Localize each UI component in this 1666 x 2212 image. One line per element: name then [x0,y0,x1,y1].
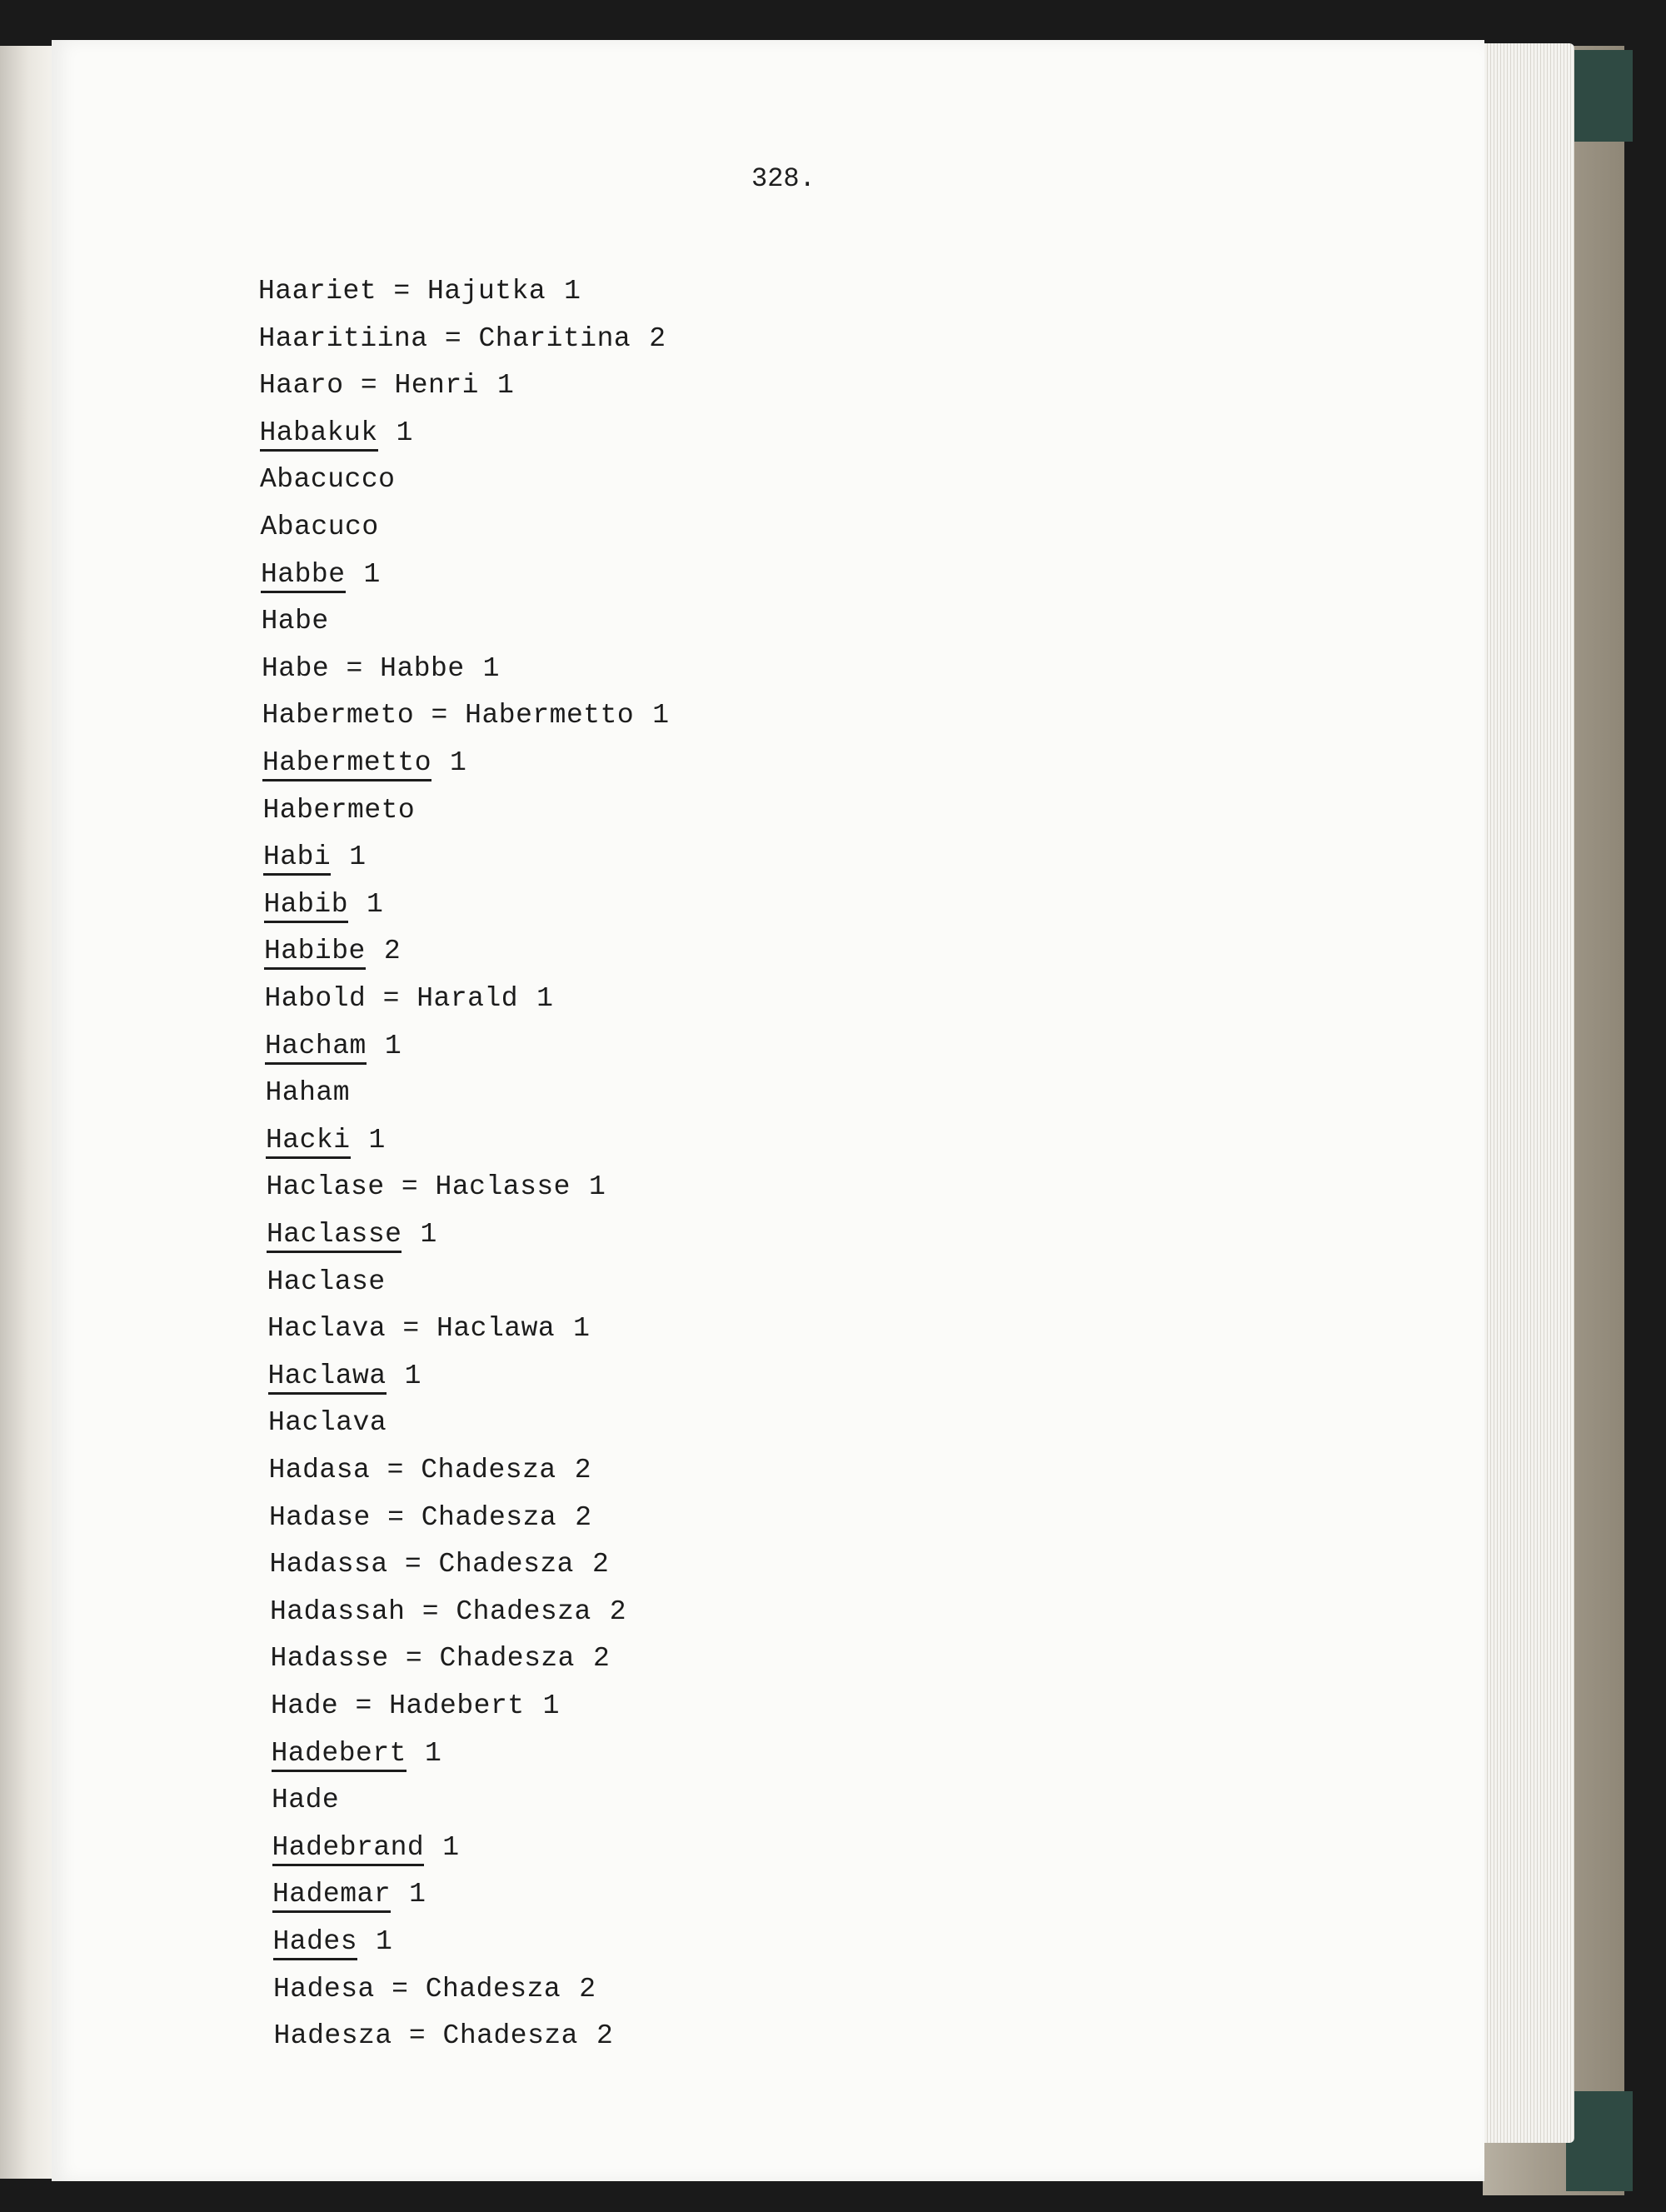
index-entry [263,794,416,827]
index-entry [267,1171,606,1204]
entry-name: Abacuco [260,512,379,542]
entry-name: Hade [271,1690,339,1721]
index-entry [259,322,666,356]
index-entry [261,558,381,593]
entry-name: Haclava [267,1313,387,1345]
entry-name: Hadasse [270,1643,389,1675]
index-entry [266,1076,351,1110]
entry-headword: Hades [273,1926,358,1960]
equals-sign: = [384,1171,436,1203]
equals-sign: = [374,1973,426,2005]
entry-name: Habold [264,983,367,1014]
entry-name: Haclava [268,1407,387,1439]
entry-name: Hade [272,1785,340,1816]
page [52,40,1484,2181]
equals-sign: = [392,2020,443,2052]
entry-count: 2 [574,1455,591,1485]
index-entry [259,369,514,402]
index-entry [265,982,554,1016]
entry-count: 1 [420,1219,437,1250]
index-entry [267,1312,590,1346]
entry-headword: Hadebert [272,1738,407,1772]
entry-count: 1 [652,700,670,732]
entry-equivalent: Habermetto [465,700,635,732]
index-entry [266,1124,386,1159]
index-entry [271,1642,611,1675]
entry-headword: Haclawa [268,1361,387,1395]
entry-headword: Hademar [272,1879,391,1913]
equals-sign: = [343,370,395,402]
entry-count: 1 [442,1831,460,1863]
entry-name: Haclase [266,1171,385,1203]
index-entry [270,1595,626,1629]
entry-equivalent: Hajutka [427,276,546,307]
index-entry [271,1690,560,1723]
entry-count: 2 [592,1643,611,1675]
entry-count: 2 [596,2020,614,2052]
entry-count: 1 [564,276,581,307]
index-entry [267,1218,437,1253]
index-entry [269,1501,592,1535]
entry-count: 2 [383,936,402,967]
equals-sign: = [370,1455,421,1485]
entry-count: 1 [542,1690,560,1721]
entry-headword: Hadebrand [272,1832,425,1866]
index-entry [273,1925,393,1960]
entry-count: 1 [482,652,500,684]
equals-sign: = [338,1690,390,1721]
entry-equivalent: Haclasse [435,1171,571,1203]
entry-headword: Habermetto [262,747,431,781]
page-stack-edge [1474,43,1574,2143]
entry-equivalent: Chadesza [421,1501,557,1533]
index-entry [262,699,670,732]
entry-count: 1 [396,417,413,448]
entry-count: 1 [349,841,367,873]
equals-sign: = [405,1595,456,1627]
entry-count: 1 [404,1360,421,1391]
equals-sign: = [386,1313,437,1345]
entry-count: 1 [424,1737,442,1769]
index-entry [261,511,379,544]
index-entry [260,417,413,452]
entry-name: Habermeto [262,700,415,732]
entry-count: 1 [409,1879,426,1910]
entry-count: 1 [376,1926,393,1957]
entry-equivalent: Hadebert [389,1690,525,1721]
entry-name: Abacucco [260,464,396,496]
index-entry [263,841,367,876]
equals-sign: = [329,652,381,684]
entry-name: Hadassa [269,1549,388,1580]
index-entry [265,1030,402,1065]
equals-sign: = [427,322,479,354]
index-entry [273,1973,596,2006]
index-entry [267,1266,386,1299]
cover-cloth-top [1566,50,1633,142]
entry-count: 1 [588,1171,606,1203]
entry-name: Haariet [258,276,377,307]
index-entry [272,1831,460,1866]
entry-count: 2 [649,322,666,354]
cover-cloth-bottom [1566,2091,1633,2191]
entry-headword: Habakuk [260,417,378,452]
index-entry [272,1878,426,1913]
entry-name: Haham [265,1077,351,1109]
entry-equivalent: Chadesza [456,1595,591,1627]
entry-equivalent: Habbe [380,652,465,684]
equals-sign: = [370,1501,421,1533]
entry-name: Haaritiina [258,322,428,354]
entry-name: Hadasa [268,1455,371,1485]
entry-equivalent: Haclawa [436,1313,556,1345]
equals-sign: = [377,276,428,307]
entry-name: Haclase [267,1266,386,1297]
index-entry [272,1737,442,1772]
entry-name: Hadesa [273,1973,375,2005]
index-entry [260,463,395,497]
entry-count: 2 [575,1501,592,1533]
entry-count: 1 [367,888,384,920]
entry-headword: Habbe [261,559,346,593]
index-entry [268,1406,387,1440]
entry-name: Habermeto [262,794,416,826]
entry-equivalent: Harald [416,983,519,1014]
equals-sign: = [388,1643,440,1675]
entry-headword: Hacki [266,1125,351,1159]
index-entry [262,652,500,686]
entry-headword: Habi [263,841,331,876]
entry-name: Hadase [269,1501,371,1533]
left-page-edge [0,46,52,2179]
entry-name: Hadesza [273,2020,392,2052]
entry-count: 2 [609,1595,627,1627]
entry-count: 1 [450,747,467,778]
entry-count: 1 [384,1030,402,1061]
equals-sign: = [414,700,466,732]
entry-count: 1 [363,558,381,590]
index-entry [274,2020,614,2053]
entry-equivalent: Chadesza [439,1643,575,1675]
entry-headword: Habibe [264,936,366,970]
entry-count: 2 [579,1973,596,2005]
index-entry [262,746,466,781]
page-number: 328. [751,163,816,194]
equals-sign: = [387,1549,439,1580]
entry-equivalent: Chadesza [425,1973,561,2005]
entry-equivalent: Chadesza [421,1455,556,1485]
entry-count: 1 [496,370,515,402]
index-entry [264,935,401,970]
entry-equivalent: Chadesza [442,2020,578,2052]
entry-count: 1 [536,983,554,1014]
entry-equivalent: Henri [394,370,479,402]
entry-name: Habe [261,606,329,637]
index-entry [262,605,329,638]
entry-headword: Hacham [265,1031,367,1065]
entry-name: Habe [262,652,330,684]
index-entry [270,1548,610,1581]
index-entry [268,1360,421,1395]
entry-headword: Habib [264,889,349,923]
entry-headword: Haclasse [267,1219,402,1253]
entry-name: Haaro [259,370,344,402]
entry-equivalent: Charitina [478,322,631,354]
entry-count: 1 [368,1124,386,1156]
index-entry [269,1454,592,1487]
equals-sign: = [366,983,417,1014]
entry-name: Hadassah [270,1595,406,1627]
index-entry [258,275,581,308]
index-entry [272,1784,339,1817]
entry-count: 1 [573,1313,591,1345]
index-entry [264,888,384,923]
entry-equivalent: Chadesza [438,1549,574,1580]
entry-count: 2 [591,1549,610,1580]
